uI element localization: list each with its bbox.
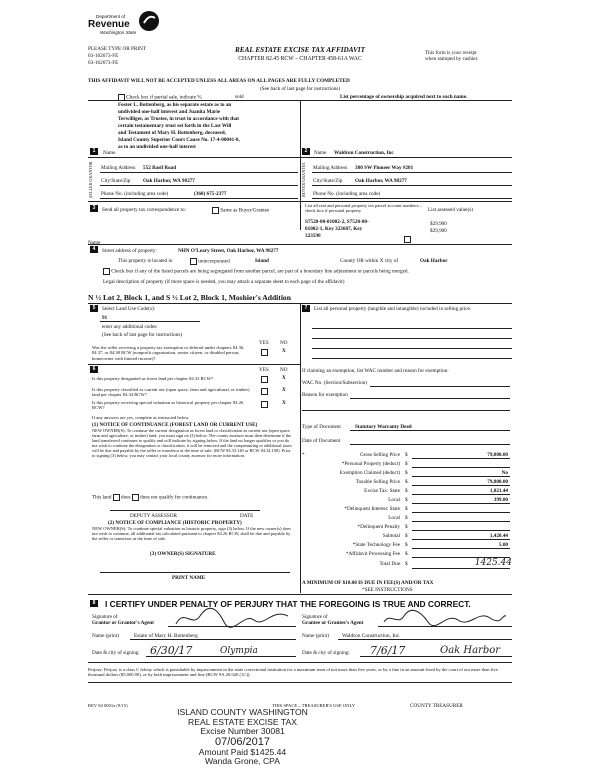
seller-city-label: City/State/Zip (101, 178, 131, 184)
section-8-num: 8 (90, 600, 98, 607)
tax-dollar: $ (405, 461, 408, 467)
doc-type-label: Type of Document (302, 424, 341, 430)
section-5-see-back: (See back of last page for instructions) (102, 332, 183, 338)
tax-label: Subtotal (382, 533, 400, 539)
seller-city: Oak Harbor, WA 98277 (143, 178, 195, 184)
seller-mailing-label: Mailing Address (101, 165, 136, 171)
tax-star: * (302, 452, 305, 458)
tax-label: Local (388, 515, 400, 521)
pct-list: List percentage of ownership acquired next to each name. (340, 94, 468, 100)
tax-value: 79,800.00 (487, 479, 508, 485)
seller-phone: (360) 675-2377 (194, 191, 227, 197)
dept-line2: Revenue (88, 19, 130, 30)
grantor-sig-label-1: Signature of (92, 614, 118, 620)
grantee-city: Oak Harbor (440, 645, 501, 656)
buyer-side-label: BUYER GRANTEE (301, 162, 306, 198)
seller-mailing: 552 Basil Road (143, 165, 177, 171)
partial-label: Check box if partial sale, indicate % (126, 94, 202, 101)
seller-side-label: SELLER GRANTOR (88, 161, 93, 199)
parcel-1: S7520-00-01002-2, S7520-00- (305, 219, 369, 225)
s5-question: Was the seller receiving a property tax exemption or deferral under chapters 84.36, 84.37, or 84.38 RCW (nonprofit organization, senior citizen, or disabled person, homeowner with limited income)? (92, 345, 245, 361)
tax-label: *Affidavit Processing Fee (345, 551, 400, 557)
s6-q2-checkbox[interactable] (261, 388, 268, 395)
section-3-text: Send all property tax correspondence to: (102, 207, 186, 213)
see-instructions: *SEE INSTRUCTIONS (362, 587, 413, 593)
s6-yes: YES (259, 367, 269, 373)
unincorporated-row (190, 258, 230, 265)
stamp-line-4: 07/06/2017 (214, 735, 271, 748)
section-7-num: 7 (302, 305, 310, 312)
unincorporated-label: unincorporated (198, 258, 230, 265)
section-1-num: 1 (90, 148, 98, 155)
county-treasurer: COUNTY TREASURER (410, 703, 463, 709)
continuance-text: NEW OWNER(S): To continue the current designation as forest land or classification as current use (open space, farm and agriculture, or timber) land, you must sign on (3) below. The county assessor must then determine if the land transferred continues to qualify and will indicate by signing below. If the land no longer qualifies or you do not wish to continue the designation or classification, it will be removed and the compensating or additional taxes will be due and payable by the seller or transferor at the time of sale. (RCW 84.33.140 or RCW 84.34.108). Prior to signing (3) below, you may contact your local county assessor for more information. (92, 428, 292, 458)
if-any: If any answers are yes, complete as instructed below. (92, 415, 190, 420)
tax-label: Local (388, 497, 400, 503)
land-does-row (92, 494, 209, 501)
street-address: NHN O'Leary Street, Oak Harbor, WA 98277 (178, 248, 279, 254)
rev-code: REV 84 0001a (9/15) (88, 703, 128, 708)
tax-dollar: $ (405, 506, 408, 512)
s5-answer: X (282, 348, 286, 354)
print-name: PRINT NAME (172, 575, 206, 581)
tax-value: No (501, 470, 508, 476)
stamp-line-3: Excise Number 30081 (200, 726, 285, 737)
tax-label: *Delinquent Interest: State (344, 506, 400, 512)
compliance-title: (2) NOTICE OF COMPLIANCE (HISTORIC PROPERTY) (108, 520, 242, 526)
grantee-name: Waldron Construction, Inc. (342, 633, 401, 639)
total-due: 1425.44 (474, 558, 512, 568)
receipt-note-1: This form is your receipt (425, 50, 477, 56)
tax-value: 1,021.44 (489, 488, 508, 494)
personal-property-text: List all personal property (tangible and intangible) included in selling price. (314, 306, 472, 312)
doc-type: Statutory Warranty Deed (355, 424, 412, 430)
grantor-name-label: Name (print) (92, 633, 119, 639)
tax-value: 5.00 (498, 542, 508, 548)
form-code-1: 03-162673-FE (88, 53, 119, 59)
warning: THIS AFFIDAVIT WILL NOT BE ACCEPTED UNLESS ALL AREAS ON ALL PAGES ARE FULLY COMPLETED (88, 78, 350, 84)
deputy-date: DATE (240, 513, 254, 519)
parcel-3: 323590 (305, 233, 321, 239)
seller-name-5: and Testament of Mary H. Bottenberg, deceased, (118, 130, 226, 136)
s6-q1-checkbox[interactable] (261, 376, 268, 383)
section-4-num: 4 (90, 246, 98, 253)
same-as-buyer-checkbox[interactable] (212, 207, 219, 214)
assessed-header: List assessed value(s) (428, 207, 473, 213)
tax-label: *Personal Property (deduct) (341, 461, 400, 467)
s6-q2: Is this property classified as current use (open space, farm and agricultural, or timber) land per chapter 84.34 RCW? (92, 387, 250, 398)
tax-dollar: $ (405, 524, 408, 530)
buyer-phone-label: Phone No. (including area code) (313, 191, 381, 197)
unincorporated-checkbox[interactable] (190, 258, 197, 265)
parcel-2: 01002-1, Key 323607, Key (305, 226, 363, 232)
land-use-code: 91 (102, 315, 108, 321)
minimum-note: A MINIMUM OF $10.00 IS DUE IN FEE(S) AND/OR TAX (302, 580, 434, 586)
see-back: (See back of last page for instructions) (259, 86, 341, 92)
tax-value: 1,420.44 (489, 533, 508, 539)
segregated-row (103, 268, 409, 275)
sold-label: sold (235, 94, 244, 100)
tax-dollar: $ (405, 452, 408, 458)
tax-dollar: $ (405, 497, 408, 503)
form-code-2: 03-162673-FE (88, 60, 119, 66)
legal-label: Legal description of property (if more space is needed, you may attach a separate sheet to each page of the affidavit) (103, 279, 345, 285)
land-use-label: Select Land Use Code(s): (102, 306, 156, 312)
same-as-buyer (212, 207, 269, 214)
seller-name-7: as to an undivided one-half interest (118, 144, 196, 150)
does-label: does (121, 494, 131, 501)
seller-name-1: Foster L. Bottenberg, as his separate estate as to an (118, 102, 232, 108)
tax-label: *State Technology Fee (352, 542, 400, 548)
tax-dollar: $ (405, 479, 408, 485)
tax-dollar: $ (405, 542, 408, 548)
section-6-num: 6 (90, 366, 98, 373)
tax-dollar: $ (405, 470, 408, 476)
form-title: REAL ESTATE EXCISE TAX AFFIDAVIT (235, 46, 365, 54)
does-not-label: does not qualify for continuance. (140, 494, 209, 501)
buyer-city-label: City/State/Zip (313, 178, 343, 184)
compliance-text: NEW OWNER(S): To continue special valuation as historic property, sign (3) below. If the new owner(s) does not wish to continue, all additional tax calculated pursuant to chapter 84.26 RCW, shall be due and payable by the seller or transferor at the time of sale. (92, 526, 291, 541)
county-label: County OR within X city of (340, 258, 399, 264)
certify-statement: I CERTIFY UNDER PENALTY OF PERJURY THAT THE FOREGOING IS TRUE AND CORRECT. (105, 599, 471, 609)
tax-value: 399.00 (493, 497, 508, 503)
tax-value: 79,800.00 (487, 452, 508, 458)
buyer-mailing-label: Mailing Address (313, 165, 348, 171)
tax-label: Excise Tax: State (364, 488, 400, 494)
grantee-date: 7/6/17 (370, 644, 406, 657)
please-type: PLEASE TYPE OR PRINT (88, 46, 146, 52)
s6-q3-answer: X (282, 400, 286, 406)
seller-name-2: undivided one-half interest and Juanita Marie (118, 109, 221, 115)
correspondence-name-label: Name (88, 240, 101, 246)
stamp-line-2: REAL ESTATE EXCISE TAX (188, 716, 297, 727)
dor-logo-mark-icon (138, 10, 160, 32)
seller-name-6: Island County Superior Court Cause No. 17-4-00041-0, (118, 137, 240, 143)
deputy-assessor: DEPUTY ASSESSOR (130, 513, 177, 519)
section-3-num: 3 (90, 205, 98, 212)
buyer-name: Waldron Construction, Inc (334, 150, 394, 156)
grantor-date: 6/30/17 (150, 644, 193, 657)
grantor-city: Olympia (220, 646, 258, 656)
parcel-header: List all real and personal property tax parcel account numbers – check box if personal property (305, 203, 423, 214)
assessed-2: $29,900 (430, 228, 447, 234)
dept-line3: Washington State (100, 30, 137, 35)
s6-q3-checkbox[interactable] (261, 401, 268, 408)
buyer-name-label: Name (314, 150, 327, 156)
section-5-num: 5 (90, 305, 98, 312)
tax-dollar: $ (405, 561, 408, 567)
personal-property-checkbox[interactable] (404, 236, 411, 243)
segregated-checkbox[interactable] (103, 268, 110, 275)
form-subtitle: CHAPTER 82.45 RCW – CHAPTER 458-61A WAC (238, 56, 362, 62)
tax-label: *Delinquent Penalty (357, 524, 400, 530)
does-not-checkbox[interactable] (132, 494, 139, 501)
s5-yes-checkbox[interactable] (261, 349, 268, 356)
dor-logo (88, 10, 168, 40)
reason-label: Reason for exemption (302, 392, 348, 398)
doc-date-label: Date of Document (302, 438, 341, 444)
city-value: Oak Harbor (420, 258, 448, 264)
county-value: Island (255, 258, 269, 264)
segregated-label: Check box if any of the listed parcels are being segregated from another parcel, are part of a boundary line adjustment or parcels being merged. (111, 268, 409, 275)
receipt-note-2: when stamped by cashier. (425, 56, 479, 62)
s5-yes: YES (259, 340, 269, 346)
tax-dollar: $ (405, 533, 408, 539)
legal-description: N ½ Lot 2, Block 1, and S ½ Lot 2, Block 1, Moshier's Addition (88, 293, 291, 302)
buyer-mailing: 380 SW Pioneer Way #201 (355, 165, 414, 171)
s6-q1: Is this property designated as forest land per chapter 84.33 RCW? (92, 376, 214, 381)
grantee-sig-label-2: Grantee or Grantee's Agent (302, 620, 364, 626)
tax-label: Total Due (379, 561, 400, 567)
same-as-buyer-label: Same as Buyer/Grantee (220, 207, 270, 214)
grantor-sig-label-2: Grantor or Grantor's Agent (92, 620, 154, 626)
tax-label: Taxable Selling Price (355, 479, 400, 485)
claiming-exemption: If claiming an exemption, list WAC number and reason for exemption: (302, 368, 449, 374)
assessed-1: $29,900 (430, 221, 447, 227)
stamp-line-5: Amount Paid $1425.44 (198, 746, 287, 757)
grantee-date-label: Date & city of signing: (302, 650, 350, 656)
seller-name-3: Terwilliger, as Trustee, in trust in accordance with that (118, 116, 240, 122)
located-label: This property is located in (118, 258, 173, 264)
tax-label: Exemption Claimed (deduct) (339, 470, 400, 476)
grantee-name-label: Name (print) (302, 633, 329, 639)
does-checkbox[interactable] (113, 494, 120, 501)
tax-label: Gross Selling Price (359, 452, 400, 458)
dept-line1: Department of (96, 14, 126, 19)
continuance-title: (1) NOTICE OF CONTINUANCE (FOREST LAND OR CURRENT USE) (92, 422, 258, 428)
treasurer-stamp (135, 708, 350, 767)
s6-no: NO (280, 367, 288, 373)
s6-q1-answer: X (282, 375, 286, 381)
s5-no: NO (280, 340, 288, 346)
street-label: Street address of property: (102, 248, 157, 254)
grantor-name: Estate of Mary H. Bottenberg (134, 633, 198, 639)
grantee-sig-label-1: Signature of (302, 614, 328, 620)
stamp-line-6: Wanda Grone, CPA (205, 756, 280, 767)
seller-phone-label: Phone No. (including area code) (101, 191, 169, 197)
wac-label: WAC No. (Section/Subsection) (302, 380, 367, 386)
tax-dollar: $ (405, 488, 408, 494)
stamp-line-1: ISLAND COUNTY WASHINGTON (177, 707, 308, 717)
tax-dollar: $ (405, 515, 408, 521)
owner-signature: (3) OWNER(S) SIGNATURE (150, 551, 216, 557)
grantor-date-label: Date & city of signing: (92, 650, 140, 656)
seller-name-4: certain testamentary trust set forth in the Last Will (118, 123, 232, 129)
s6-q2-answer: X (282, 387, 286, 393)
seller-name-label: Name (103, 150, 116, 156)
tax-dollar: $ (405, 551, 408, 557)
treasurer-use: THIS SPACE – TREASURER'S USE ONLY (272, 703, 356, 708)
land-label: This land (92, 494, 112, 501)
additional-codes: enter any additional codes: (102, 324, 158, 330)
s6-q3: Is this property receiving special valuation as historical property per chapter 84.26 RCW? (92, 400, 244, 411)
buyer-city: Oak Harbor, WA 98277 (355, 178, 407, 184)
perjury-notice: Perjury: Perjury is a class C felony which is punishable by imprisonment in the state correctional institution for a maximum term of not more than five years, or by a fine in an amount fixed by the court of not more than five thousand dollars ($5,000.00), or by both imprisonment and fine (RCW 9A.20.020 (1C)). (88, 667, 498, 678)
section-2-num: 2 (302, 148, 310, 155)
